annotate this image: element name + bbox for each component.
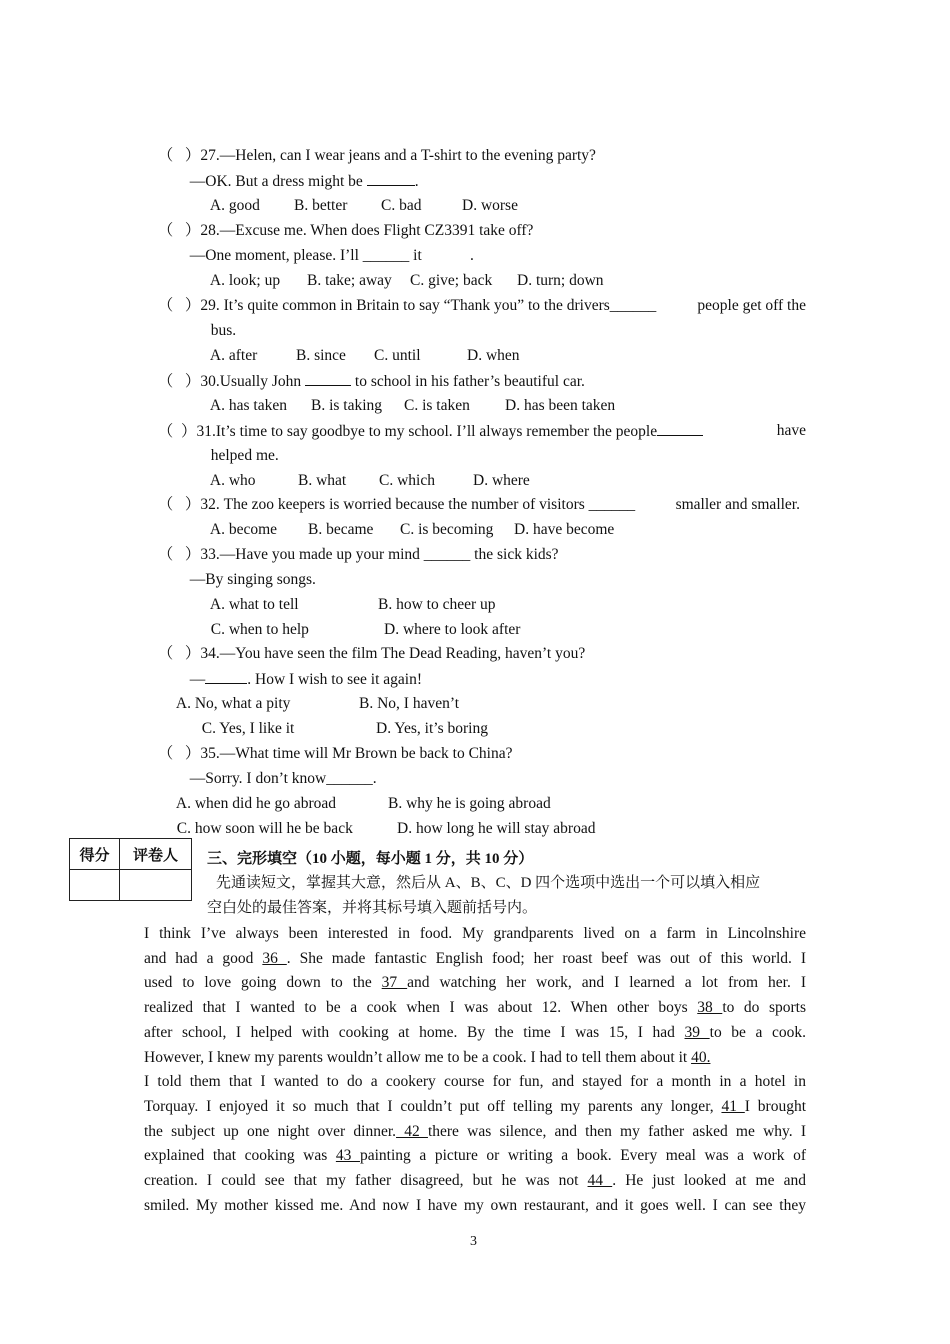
option-c: C. Yes, I like it (201, 720, 295, 737)
option-c: C. which (379, 472, 435, 489)
answer-paren: （ ） (157, 645, 201, 662)
question-stem: 34.—You have seen the film The Dead Reading, haven’t you? (200, 645, 586, 662)
option-d: D. where (473, 472, 530, 489)
answer-paren: （ ） (157, 373, 201, 390)
page-number: 3 (470, 1234, 477, 1249)
question-31: （ ）31.It’s time to say goodbye to my school. I’ll always remember the people have (157, 422, 806, 440)
option-d: D. Yes, it’s boring (376, 720, 488, 737)
option-a: A. when did he go abroad (175, 795, 337, 812)
option-c: C. when to help (210, 621, 309, 638)
section-title: 三、完形填空（10 小题，每小题 1 分，共 10 分） (207, 851, 534, 867)
score-table (69, 838, 192, 901)
passage-line: Torquay. I enjoyed it so much that I couldn’t put off telling my parents any longer, 41 I brought (144, 1097, 807, 1115)
score-cell[interactable] (70, 870, 120, 901)
question-stem: 35.—What time will Mr Brown be back to China? (200, 745, 513, 762)
cloze-blank-37: 37 (381, 974, 408, 992)
answer-paren: （ ） (157, 147, 201, 164)
option-c: C. give; back (410, 272, 493, 289)
cloze-blank-36: 36 (262, 949, 287, 967)
question-stem: 30.Usually John (200, 373, 306, 390)
question-33-reply: —By singing songs. (189, 571, 316, 588)
section-instruction-2: 空白处的最佳答案，并将其标号填入题前括号内。 (207, 900, 538, 916)
grader-header: 评卷人 (120, 839, 192, 870)
cloze-blank-41: 41 (721, 1097, 745, 1115)
passage-line: explained that cooking was 43 painting a picture or writing a book. Every meal was a work of (144, 1147, 806, 1165)
cloze-blank-38: 38 (697, 999, 723, 1017)
option-a: A. No, what a pity (175, 695, 291, 712)
question-29-cont: bus. (210, 322, 237, 339)
option-c: C. bad (381, 197, 422, 214)
passage-line: realized that I wanted to be a cook when I was about 12. When other boys 38 to do sports (144, 999, 807, 1017)
option-d: D. has been taken (505, 397, 616, 414)
passage-line: the subject up one night over dinner. 42 there was silence, and then my father asked me why. I (144, 1122, 806, 1140)
option-b: B. since (296, 347, 346, 364)
passage-line: after school, I helped with cooking at home. By the time I was 15, I had 39 to be a cook. (144, 1023, 807, 1041)
question-27-reply: —OK. But a dress might be . (189, 173, 419, 190)
cloze-blank-42: 42 (396, 1122, 428, 1140)
answer-blank (657, 421, 703, 436)
question-30: （ ）30.Usually John to school in his father’s beautiful car. (157, 373, 585, 390)
option-c: C. is becoming (400, 521, 494, 538)
score-header: 得分 (70, 839, 120, 870)
option-b: B. is taking (311, 397, 383, 414)
option-d: D. turn; down (517, 272, 604, 289)
answer-blank (367, 171, 415, 186)
question-28-reply: —One moment, please. I’ll ______ it . (189, 247, 474, 264)
cloze-blank-39: 39 (684, 1023, 710, 1041)
option-b: B. take; away (307, 272, 392, 289)
question-stem: 29. It’s quite common in Britain to say “Thank you” to the drivers______ (200, 297, 657, 314)
cloze-blank-44: 44 (587, 1172, 613, 1190)
option-b: B. better (294, 197, 348, 214)
option-a: A. who (209, 472, 256, 489)
option-b: B. became (308, 521, 374, 538)
cloze-passage (144, 922, 806, 1218)
option-c: C. is taken (404, 397, 470, 414)
option-a: A. has taken (209, 397, 287, 414)
passage-line: used to love going down to the 37 and watching her work, and I learned a lot from her. I (144, 974, 806, 992)
question-29: （ ）29. It’s quite common in Britain to say “Thank you” to the drivers______ people get off the (157, 297, 806, 314)
option-d: D. worse (462, 197, 518, 214)
answer-paren: （ ） (157, 222, 201, 239)
passage-line: I told them that I wanted to do a cookery course for fun, and stayed for a month in a hotel in (144, 1073, 806, 1091)
option-d: D. how long he will stay abroad (397, 820, 596, 837)
option-c: C. how soon will he be back (176, 820, 353, 837)
answer-blank (305, 371, 351, 386)
option-a: A. become (209, 521, 278, 538)
option-b: B. No, I haven’t (359, 695, 460, 712)
passage-line: smiled. My mother kissed me. And now I have my own restaurant, and it goes well. I can see they (144, 1196, 806, 1214)
cloze-blank-43: 43 (335, 1147, 360, 1165)
option-a: A. good (209, 197, 260, 214)
passage-line: I think I’ve always been interested in food. My grandparents lived on a farm in Lincolnshire (144, 925, 806, 942)
passage-line: and had a good 36 . She made fantastic English food; her roast beef was out of this world. I (144, 949, 807, 967)
option-d: D. have become (514, 521, 615, 538)
cloze-blank-40: 40. (691, 1048, 711, 1066)
option-d: D. when (467, 347, 520, 364)
answer-paren: （ ） (157, 745, 201, 762)
question-stem: 28.—Excuse me. When does Flight CZ3391 take off? (200, 222, 534, 239)
answer-paren: （ ） (157, 546, 201, 563)
section-instruction-1: 先通读短文，掌握其大意，然后从 A、B、C、D 四个选项中选出一个可以填入相应 (216, 875, 761, 891)
question-stem: 32. The zoo keepers is worried because the number of visitors ______ (200, 496, 636, 513)
question-34-reply: — . How I wish to see it again! (189, 671, 423, 688)
question-32: （ ）32. The zoo keepers is worried because the number of visitors ______ smaller and smaller. (157, 496, 800, 513)
question-35-reply: —Sorry. I don’t know______. (189, 770, 377, 787)
passage-line: However, I knew my parents wouldn’t allow me to be a cook. I had to tell them about it 40. (144, 1048, 711, 1066)
answer-paren: （ ） (157, 297, 201, 314)
option-a: A. after (209, 347, 258, 364)
option-b: B. what (298, 472, 347, 489)
grader-cell[interactable] (120, 870, 192, 901)
option-d: D. where to look after (384, 621, 521, 638)
option-a: A. what to tell (209, 596, 299, 613)
question-stem: 27.—Helen, can I wear jeans and a T-shirt to the evening party? (200, 147, 596, 164)
question-31-cont: helped me. (210, 447, 279, 464)
option-b: B. how to cheer up (378, 596, 496, 613)
option-c: C. until (374, 347, 421, 364)
option-a: A. look; up (209, 272, 281, 289)
answer-paren: （ ） (157, 496, 201, 513)
question-stem: 31.It’s time to say goodbye to my school. I’ll always remember the people (196, 423, 658, 440)
passage-line: creation. I could see that my father disagreed, but he was not 44 . He just looked at me and (144, 1172, 807, 1190)
answer-paren: （ ） (157, 423, 197, 440)
option-b: B. why he is going abroad (388, 795, 551, 812)
question-stem: 33.—Have you made up your mind ______ the sick kids? (200, 546, 559, 563)
